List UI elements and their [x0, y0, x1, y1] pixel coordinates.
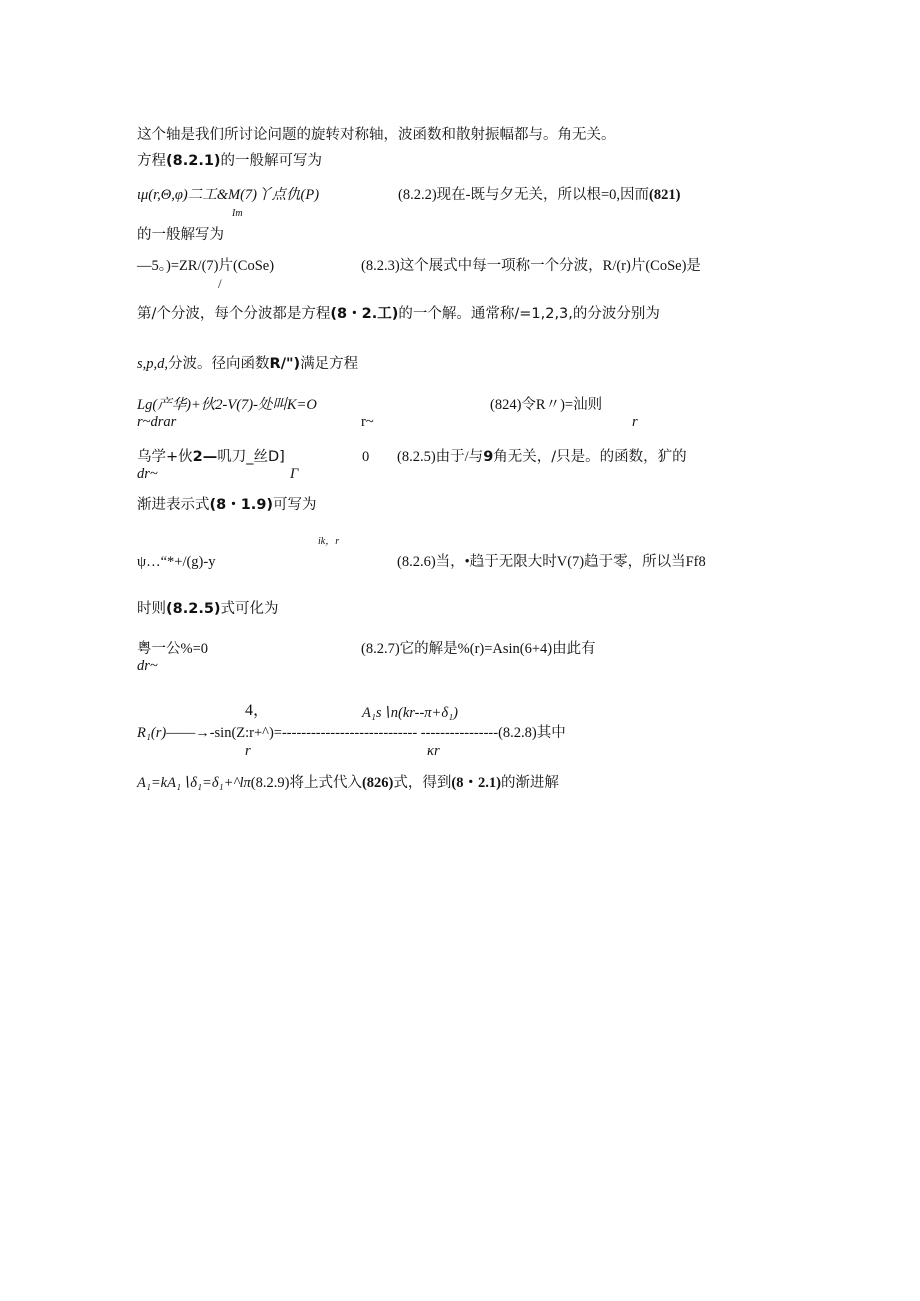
line-8-text: (824)令R〃)=汕则: [490, 397, 603, 413]
formula-denominator: [427, 742, 440, 760]
line-11-text: (8.2.6)当，•趋于无限大时V(7)趋于零，所以当Ff8: [397, 554, 706, 570]
numerator-text: A₁s∖n(kr--π+δ₁): [362, 705, 458, 721]
line-9-text-b: 9: [483, 449, 494, 465]
line-13-text: (8.2.7)它的解是%(r)=Asin(6+4)由此有: [361, 641, 596, 657]
text-line-1: [137, 126, 616, 144]
equation-ref: (8・1.9): [209, 497, 274, 513]
formula-text: ψ…“*+/(g)-y: [137, 554, 216, 570]
line-12-text-c: 式可化为: [220, 601, 279, 617]
equation-ref: (821): [649, 187, 681, 203]
formula-8-2-5: [137, 448, 285, 466]
line-1-text: 这个轴是我们所讨论问题的旋转对称轴，波函数和散射振幅都与。角无关。: [137, 127, 616, 143]
equation-ref: (8.2.5): [166, 601, 221, 617]
formula-denominator: [245, 742, 251, 760]
formula-numerator: [362, 704, 458, 722]
formula-lhs: R₁(r): [137, 725, 167, 741]
line-2-text-c: 的一般解可写为: [220, 153, 323, 169]
formula-text-b: 2—: [192, 449, 218, 465]
rhs-text: 0: [362, 449, 370, 465]
text-line-5-right: [361, 257, 701, 275]
formula-rhs: ——→-sin(Z:r+^)=---------------------------- ----------------(8.2.8)其中: [166, 725, 566, 741]
subscript-text: /: [218, 276, 222, 291]
formula-text: —5。)=ZR/(7)片(CoSe): [137, 258, 275, 274]
formula-8-2-2: [137, 186, 319, 204]
denominator-text: κr: [427, 743, 440, 759]
text-line-10: [137, 496, 317, 514]
text-line-8-right: [490, 396, 602, 414]
formula-superscript: [318, 536, 339, 548]
text-line-9-right: [397, 448, 687, 466]
formula-subscript: [232, 208, 243, 220]
formula-text-a: 乌学+伙: [137, 449, 193, 465]
text-line-11-right: [397, 553, 706, 571]
formula-text: Lg(产华)+伙2-V(7)-处叫K=O: [137, 397, 317, 413]
formula-denominator: [137, 657, 158, 675]
denominator-text: r~: [361, 414, 374, 430]
subscript-text: Im: [232, 208, 243, 219]
line-9-text-c: 角无关，/只是。的函数，犷的: [493, 449, 687, 465]
formula-text: A₁=kA₁∖δ₁=δ₁+^lπ: [137, 775, 251, 791]
line-12-text-a: 时则: [137, 601, 166, 617]
formula-8-2-6: [137, 553, 215, 571]
formula-denominator: [137, 413, 176, 431]
denominator-text: dr~: [137, 466, 158, 482]
text-line-3-right: [398, 186, 680, 204]
formula-numerator: [245, 702, 269, 720]
formula-8-2-7: [137, 640, 208, 658]
denominator-text: r~drar: [137, 414, 177, 430]
formula-denominator: [137, 465, 158, 483]
line-7-text-d: 满足方程: [300, 356, 359, 372]
formula-rhs: [362, 448, 369, 466]
line-9-text-a: (8.2.5)由于/与: [397, 449, 484, 465]
line-4-text: 的一般解写为: [137, 227, 224, 243]
line-6-text-c: 的一个解。通常称/=1,2,3,的分波分别为: [398, 306, 660, 322]
equation-ref: (8・2.1): [451, 775, 501, 791]
formula-8-2-8: [137, 724, 566, 742]
numerator-text: 4，: [245, 702, 270, 719]
formula-denominator: [290, 465, 298, 483]
line-2-text-a: 方程: [137, 153, 166, 169]
line-3-text: (8.2.2)现在-既与夕无关，所以根=0,因而: [398, 187, 650, 203]
radial-function: R/"): [269, 356, 301, 372]
line-6-text-a: 第/个分波，每个分波都是方程: [137, 306, 331, 322]
formula-denominator: [361, 413, 374, 431]
text-line-6: [137, 305, 660, 323]
denominator-text: Γ: [290, 466, 299, 482]
formula-text-c: 叽刀_丝D]: [217, 449, 285, 465]
line-10-text-a: 渐进表示式: [137, 497, 210, 513]
formula-8-2-4: [137, 396, 317, 414]
text-line-7: [137, 355, 358, 373]
formula-8-2-3: [137, 257, 274, 275]
formula-8-2-9: [137, 774, 559, 792]
formula-text: ιμ(r,Θ,φ)二工&M(7)丫点仇(P): [137, 187, 320, 203]
text-line-13-right: [361, 640, 596, 658]
line-16-text-d: 式，得到: [393, 775, 452, 791]
superscript-text: ik，r: [318, 536, 340, 547]
line-7-text-b: 分波。径向函数: [168, 356, 270, 372]
equation-ref: (826): [361, 775, 394, 791]
denominator-text: r: [245, 743, 251, 759]
formula-subscript: [218, 275, 222, 293]
equation-ref: (8・2.工): [330, 306, 399, 322]
equation-ref: (8.2.1): [166, 153, 221, 169]
line-16-text-b: (8.2.9)将上式代入: [250, 775, 362, 791]
text-line-2: [137, 152, 322, 170]
formula-text: 粤一公%=0: [137, 641, 209, 657]
line-10-text-c: 可写为: [273, 497, 317, 513]
text-line-12: [137, 600, 279, 618]
line-7-text-a: s,p,d,: [137, 356, 169, 372]
line-16-text-f: 的渐进解: [500, 775, 559, 791]
formula-denominator: [632, 413, 638, 431]
denominator-text: dr~: [137, 658, 158, 674]
line-5-text: (8.2.3)这个展式中每一项称一个分波，R/(r)片(CoSe)是: [361, 258, 701, 274]
text-line-4: [137, 226, 224, 244]
denominator-text: r: [632, 414, 638, 430]
